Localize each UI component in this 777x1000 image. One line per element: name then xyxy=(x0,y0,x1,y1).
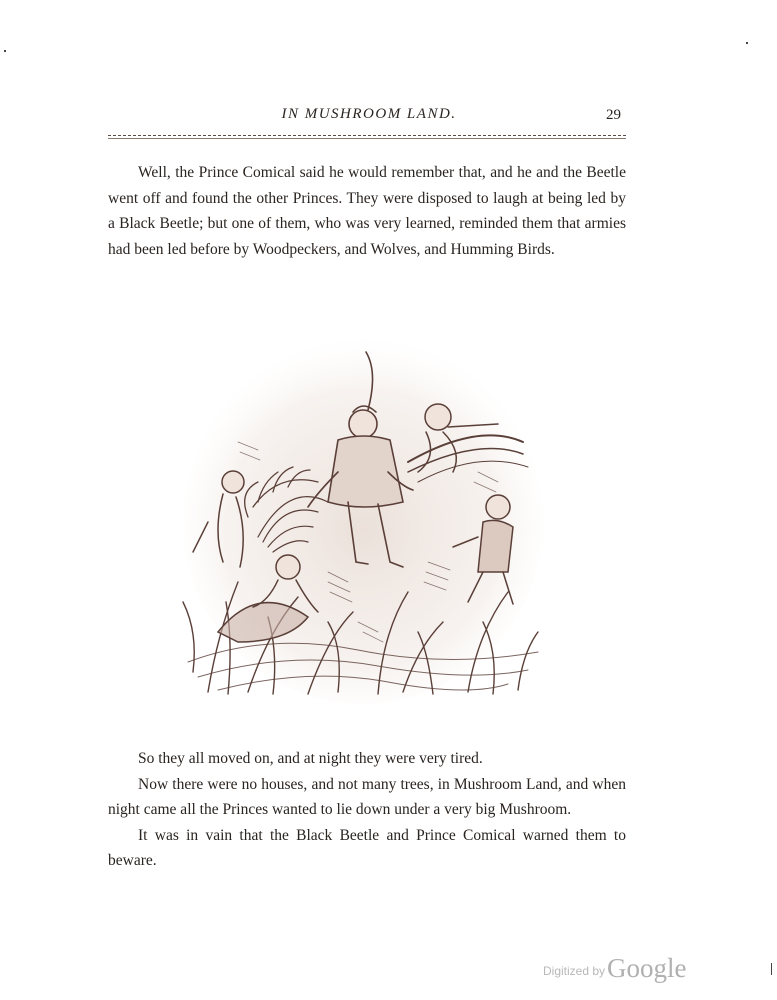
body-text-bottom xyxy=(108,746,626,874)
scan-speck xyxy=(4,50,6,52)
body-text-top xyxy=(108,160,626,262)
google-logo: Google xyxy=(607,953,687,983)
header-rule xyxy=(108,135,626,136)
engraving-fairies-in-grass xyxy=(178,332,548,704)
paragraph: It was in vain that the Black Beetle and Prince Comical warned them to beware. xyxy=(108,826,626,869)
page-number: 29 xyxy=(606,107,621,123)
running-head xyxy=(0,106,777,130)
watermark-prefix: Digitized by xyxy=(543,964,606,978)
scan-edge-mark xyxy=(771,963,772,975)
header-rule-lower xyxy=(108,138,626,139)
paragraph: So they all moved on, and at night they were very tired. xyxy=(138,750,483,767)
running-title: IN MUSHROOM LAND. xyxy=(281,106,457,122)
paragraph: Well, the Prince Comical said he would remember that, and he and the Beetle went off and found the other Princes. They were disposed to laugh at being led by a Black Beetle; but one of them, who was very learned, reminded them that armies had been led before by Woodpeckers, and Wolves, and Humming Birds. xyxy=(108,164,626,258)
scan-speck xyxy=(746,42,748,44)
paragraph: Now there were no houses, and not many trees, in Mushroom Land, and when night came all the Princes wanted to lie down under a very big Mushroom. xyxy=(108,775,626,818)
engraving-illustration xyxy=(178,332,548,704)
